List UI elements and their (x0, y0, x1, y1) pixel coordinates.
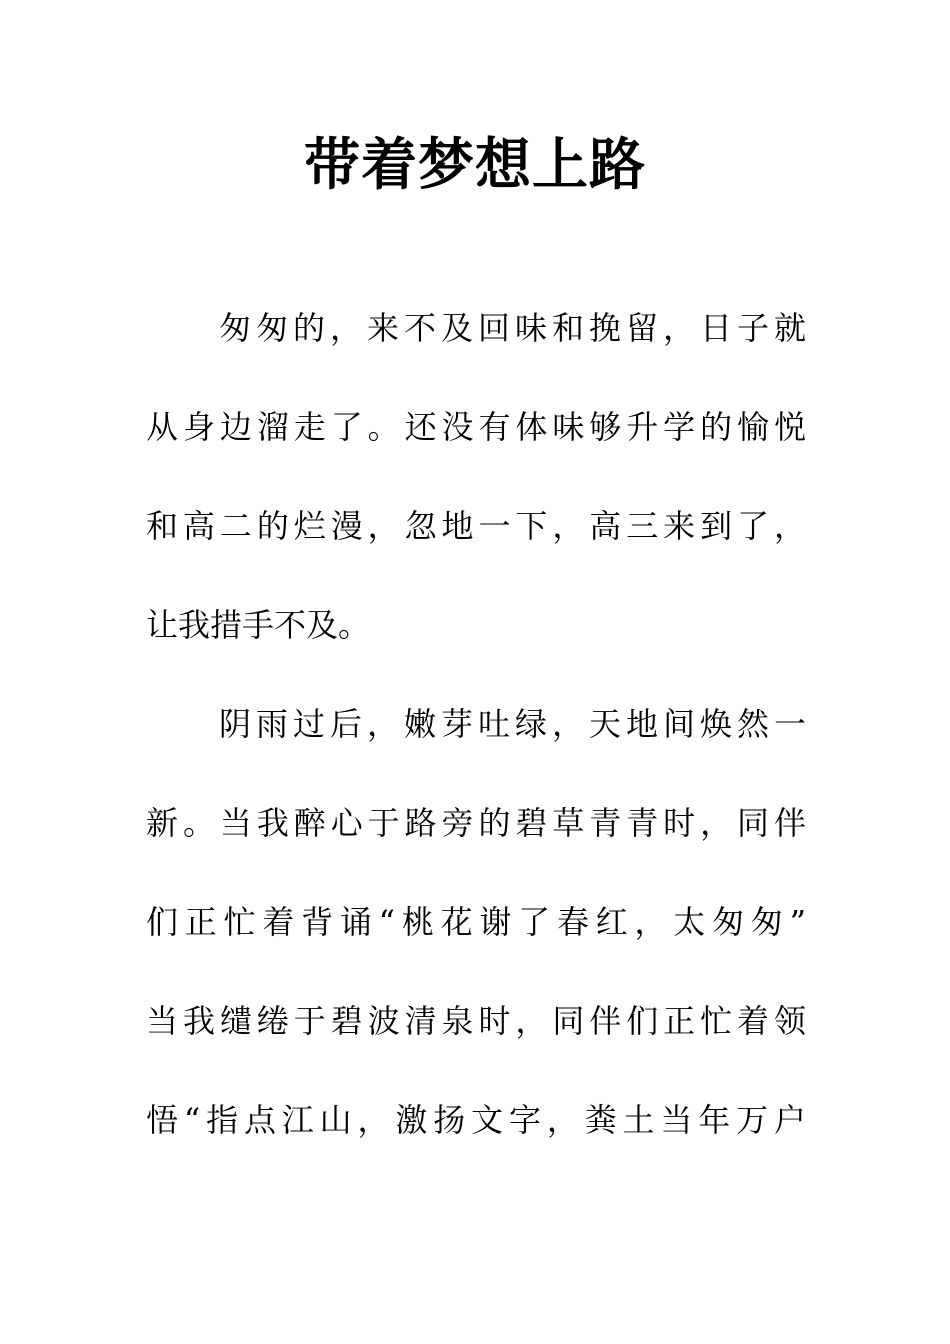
text-line: 让我措手不及。 (146, 606, 371, 644)
body-text (146, 298, 806, 1189)
text-line: 阴雨过后，嫩芽吐绿，天地间焕然一 (219, 705, 806, 743)
text-line: 从身边溜走了。还没有体味够升学的愉悦 (146, 408, 806, 446)
text-line: 匆匆的，来不及回味和挽留，日子就 (219, 309, 806, 347)
text-line: 当我缱绻于碧波清泉时，同伴们正忙着领 (146, 1002, 806, 1040)
page-title: 带着梦想上路 (304, 133, 646, 198)
text-line: 和高二的烂漫，忽地一下，高三来到了， (146, 507, 806, 545)
text-line: 新。当我醉心于路旁的碧草青青时，同伴 (146, 804, 806, 842)
text-line: 们正忙着背诵“桃花谢了春红，太匆匆” (146, 903, 806, 941)
text-line: 悟“指点江山，激扬文字，粪土当年万户 (146, 1101, 806, 1139)
